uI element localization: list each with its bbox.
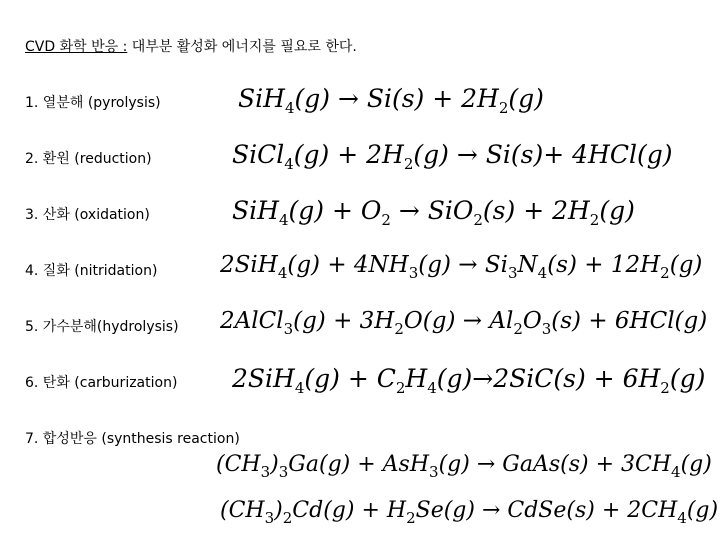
equation-reduction [232,142,672,172]
equation-term: 2SiH [232,364,295,393]
equation-term: (s) + 12H [547,252,661,278]
equation-subscript: 2 [403,155,414,173]
equation-term: (s) + 2H [482,196,590,225]
equation-term: (g)→2SiC(s) + 6H [436,364,661,393]
equation-term: SiH [232,196,279,225]
equation-subscript: 3 [278,463,289,481]
equation-term: 2SiH [220,252,278,278]
equation-subscript: 3 [264,509,275,527]
equation-subscript: 3 [429,463,439,481]
equation-oxidation [232,198,635,228]
equation-subscript: 4 [427,379,437,397]
equation-term: (g) → Si [418,252,508,278]
equation-term: (g) [680,452,712,477]
equation-term: (g) → GaAs(s) + 3CH [438,452,672,477]
equation-subscript: 2 [660,379,670,397]
equation-term: → SiO [390,196,474,225]
equation-subscript: 4 [284,99,295,117]
equation-term: (s) + 6HCl(g) [551,308,708,334]
equation-term: SiCl [232,140,285,169]
equation-term: H [405,364,428,393]
equation-term: SiH [238,84,285,113]
reaction-label-nitridation: 4. 질화 (nitridation) [25,263,158,279]
equation-term: (g) [599,196,635,225]
equation-term: (g) + 2H [293,140,404,169]
heading-key: CVD 화학 반응 : [25,39,128,55]
equation-term: (g) + O [288,196,382,225]
equation-term: O [522,308,542,334]
reaction-label-hydrolysis: 5. 가수분해(hydrolysis) [25,319,179,335]
equation-term: Se(g) → CdSe(s) + 2CH [415,498,678,523]
equation-subscript: 2 [498,99,509,117]
equation-term: (g) + 3H [293,308,395,334]
equation-subscript: 2 [513,320,523,338]
heading-rest: 대부분 활성화 에너지를 필요로 한다. [127,39,357,55]
equation-term: (g) + C [304,364,396,393]
reaction-label-pyrolysis: 1. 열분해 (pyrolysis) [25,95,161,111]
equation-term: (CH [216,452,261,477]
equation-term: (g) → Si(s)+ 4HCl(g) [413,140,673,169]
reaction-label-reduction: 2. 환원 (reduction) [25,151,152,167]
equation-term: O(g) → Al [403,308,514,334]
equation-term: (g) → Si(s) + 2H [294,84,499,113]
equation-subscript: 4 [677,509,687,527]
equation-term: 2AlCl [220,308,284,334]
reaction-label-synthesis: 7. 합성반응 (synthesis reaction) [25,431,240,447]
equation-term: (g) [508,84,544,113]
equation-term: ) [270,452,279,477]
equation-term: ) [274,498,283,523]
equation-carburization [232,366,705,396]
equation-term: (g) [669,252,703,278]
equation-nitridation [220,254,702,281]
page-heading [25,36,357,56]
equation-term: Cd(g) + H [292,498,407,523]
equation-subscript: 4 [277,264,288,282]
equation-subscript: 2 [282,509,293,527]
equation-subscript: 4 [278,211,289,229]
equation-hydrolysis [220,310,707,337]
equation-term: Ga(g) + AsH [288,452,430,477]
equation-subscript: 4 [671,463,681,481]
equation-pyrolysis [238,86,544,116]
equation-term: (CH [220,498,265,523]
equation-subscript: 2 [381,211,391,229]
equation-subscript: 2 [589,211,600,229]
equation-subscript: 3 [541,320,552,338]
equation-subscript: 4 [284,155,294,173]
equation-subscript: 2 [394,320,404,338]
equation-subscript: 3 [260,463,271,481]
equation-subscript: 3 [408,264,419,282]
equation-subscript: 3 [283,320,294,338]
equation-subscript: 3 [507,264,518,282]
equation-subscript: 2 [406,509,416,527]
equation-subscript: 2 [660,264,670,282]
equation-term: (g) [686,498,719,523]
reaction-label-oxidation: 3. 산화 (oxidation) [25,207,150,223]
equation-subscript: 4 [537,264,548,282]
equation-term: N [517,252,538,278]
equation-subscript: 2 [473,211,483,229]
equation-term: (g) [669,364,706,393]
equation-term: (g) + 4NH [287,252,409,278]
equation-subscript: 2 [395,379,406,397]
equation-subscript: 4 [294,379,305,397]
reaction-label-carburization: 6. 탄화 (carburization) [25,375,178,391]
equation-synthesis-cdse [220,500,718,526]
equation-synthesis-gaas [216,454,712,480]
